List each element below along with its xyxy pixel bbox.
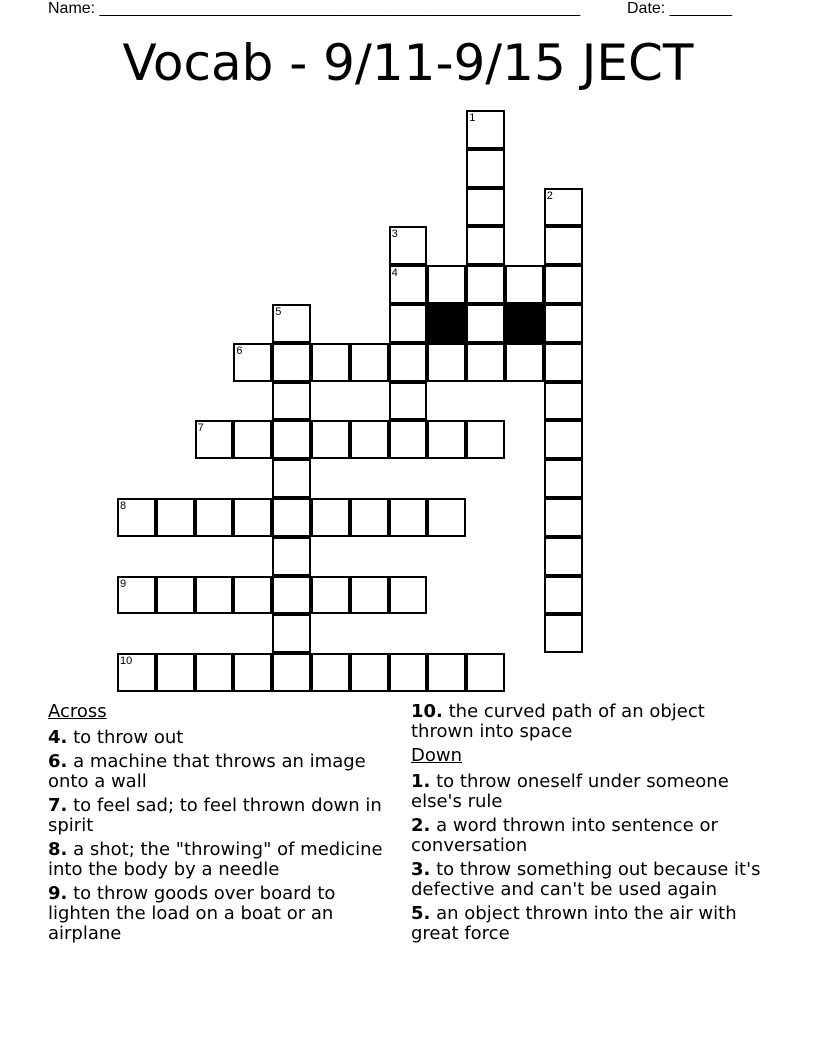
crossword-cell[interactable] xyxy=(195,653,234,692)
clue-number-label: 7 xyxy=(197,422,204,435)
clue-text: to feel sad; to feel thrown down in spirit xyxy=(48,795,382,836)
crossword-cell[interactable] xyxy=(311,653,350,692)
clue-number-label: 6 xyxy=(236,344,243,357)
crossword-cell[interactable] xyxy=(311,343,350,382)
crossword-cell[interactable] xyxy=(272,614,311,653)
crossword-block xyxy=(427,304,466,343)
clue-text: to throw out xyxy=(73,727,184,748)
crossword-cell[interactable] xyxy=(427,265,466,304)
clue-text: to throw something out because it's defective and can't be used again xyxy=(411,859,761,900)
crossword-cell[interactable] xyxy=(389,343,428,382)
crossword-cell[interactable] xyxy=(389,382,428,421)
crossword-cell[interactable] xyxy=(117,653,156,692)
crossword-cell[interactable] xyxy=(389,576,428,615)
crossword-cell[interactable] xyxy=(466,265,505,304)
clue-text: to throw oneself under someone else's rule xyxy=(411,771,729,812)
crossword-cell[interactable] xyxy=(272,498,311,537)
crossword-cell[interactable] xyxy=(272,343,311,382)
crossword-cell[interactable] xyxy=(272,537,311,576)
crossword-cell[interactable] xyxy=(466,653,505,692)
clue-down-2 xyxy=(411,816,771,856)
clue-text: an object thrown into the air with great force xyxy=(411,903,737,944)
crossword-cell[interactable] xyxy=(466,149,505,188)
crossword-cell[interactable] xyxy=(466,226,505,265)
crossword-cell[interactable] xyxy=(156,498,195,537)
clue-number: 4. xyxy=(48,727,68,748)
crossword-cell[interactable] xyxy=(544,576,583,615)
crossword-cell[interactable] xyxy=(272,382,311,421)
crossword-cell[interactable] xyxy=(505,343,544,382)
crossword-block xyxy=(505,304,544,343)
clue-across-9 xyxy=(48,884,393,944)
crossword-cell[interactable] xyxy=(195,498,234,537)
crossword-cell[interactable] xyxy=(272,459,311,498)
crossword-cell[interactable] xyxy=(389,304,428,343)
clue-text: a machine that throws an image onto a wall xyxy=(48,751,366,792)
crossword-cell[interactable] xyxy=(389,226,428,265)
clue-number: 2. xyxy=(411,815,431,836)
crossword-cell[interactable] xyxy=(350,576,389,615)
crossword-cell[interactable] xyxy=(544,188,583,227)
crossword-cell[interactable] xyxy=(233,420,272,459)
clue-number: 10. xyxy=(411,701,443,722)
crossword-cell[interactable] xyxy=(272,653,311,692)
crossword-cell[interactable] xyxy=(389,498,428,537)
crossword-cell[interactable] xyxy=(156,653,195,692)
crossword-cell[interactable] xyxy=(233,653,272,692)
crossword-cell[interactable] xyxy=(427,498,466,537)
crossword-cell[interactable] xyxy=(311,420,350,459)
clue-number: 7. xyxy=(48,795,68,816)
crossword-cell[interactable] xyxy=(544,614,583,653)
crossword-cell[interactable] xyxy=(117,576,156,615)
crossword-cell[interactable] xyxy=(233,498,272,537)
clue-number-label: 2 xyxy=(546,189,553,202)
across-heading: Across xyxy=(48,701,107,722)
crossword-cell[interactable] xyxy=(466,110,505,149)
clues-left-column xyxy=(48,702,393,948)
crossword-cell[interactable] xyxy=(272,576,311,615)
crossword-cell[interactable] xyxy=(466,188,505,227)
clue-across-8 xyxy=(48,840,393,880)
clue-number: 3. xyxy=(411,859,431,880)
clue-number: 8. xyxy=(48,839,68,860)
crossword-cell[interactable] xyxy=(311,498,350,537)
crossword-cell[interactable] xyxy=(544,498,583,537)
down-heading: Down xyxy=(411,745,463,766)
crossword-cell[interactable] xyxy=(466,420,505,459)
crossword-cell[interactable] xyxy=(389,265,428,304)
crossword-cell[interactable] xyxy=(544,537,583,576)
clue-number-label: 4 xyxy=(391,267,398,280)
crossword-cell[interactable] xyxy=(389,420,428,459)
crossword-cell[interactable] xyxy=(466,304,505,343)
clue-text: a word thrown into sentence or conversation xyxy=(411,815,718,856)
crossword-cell[interactable] xyxy=(156,576,195,615)
clue-number: 5. xyxy=(411,903,431,924)
clue-number: 6. xyxy=(48,751,68,772)
crossword-cell[interactable] xyxy=(117,498,156,537)
clue-across-6 xyxy=(48,752,393,792)
crossword-cell[interactable] xyxy=(350,498,389,537)
crossword-cell[interactable] xyxy=(544,420,583,459)
crossword-cell[interactable] xyxy=(544,265,583,304)
crossword-cell[interactable] xyxy=(427,420,466,459)
clue-number-label: 1 xyxy=(469,112,476,124)
crossword-cell[interactable] xyxy=(544,304,583,343)
clue-number: 1. xyxy=(411,771,431,792)
crossword-cell[interactable] xyxy=(427,653,466,692)
name-field-label: Name: ______________________________________________________ xyxy=(48,0,581,17)
clue-number-label: 10 xyxy=(120,655,133,668)
crossword-cell[interactable] xyxy=(389,653,428,692)
clue-across-4 xyxy=(48,728,393,748)
crossword-cell[interactable] xyxy=(350,653,389,692)
clue-number-label: 8 xyxy=(120,500,127,512)
clue-down-1 xyxy=(411,772,771,812)
crossword-cell[interactable] xyxy=(195,576,234,615)
clue-across-7 xyxy=(48,796,393,836)
clue-down-5 xyxy=(411,904,771,944)
crossword-cell[interactable] xyxy=(195,420,234,459)
clue-number: 9. xyxy=(48,883,68,904)
crossword-cell[interactable] xyxy=(544,226,583,265)
crossword-cell[interactable] xyxy=(505,265,544,304)
crossword-cell[interactable] xyxy=(544,459,583,498)
clue-text: to throw goods over board to lighten the load on a boat or an airplane xyxy=(48,883,336,944)
crossword-cell[interactable] xyxy=(544,343,583,382)
clue-number-label: 3 xyxy=(391,228,398,241)
clue-across-10 xyxy=(411,702,771,742)
crossword-cell[interactable] xyxy=(311,576,350,615)
clue-text: the curved path of an object thrown into space xyxy=(411,701,705,742)
crossword-cell[interactable] xyxy=(427,343,466,382)
crossword-cell[interactable] xyxy=(233,343,272,382)
clue-number-label: 9 xyxy=(120,577,127,590)
clue-down-3 xyxy=(411,860,771,900)
puzzle-title: Vocab - 9/11-9/15 JECT xyxy=(122,34,694,92)
date-field-label: Date: _______ xyxy=(627,0,732,17)
crossword-cell[interactable] xyxy=(350,420,389,459)
crossword-cell[interactable] xyxy=(544,382,583,421)
clue-text: a shot; the "throwing" of medicine into the body by a needle xyxy=(48,839,383,880)
crossword-cell[interactable] xyxy=(272,304,311,343)
crossword-cell[interactable] xyxy=(233,576,272,615)
crossword-cell[interactable] xyxy=(350,343,389,382)
crossword-cell[interactable] xyxy=(466,343,505,382)
clues-right-column xyxy=(411,702,771,948)
crossword-cell[interactable] xyxy=(272,420,311,459)
clue-number-label: 5 xyxy=(275,306,282,318)
